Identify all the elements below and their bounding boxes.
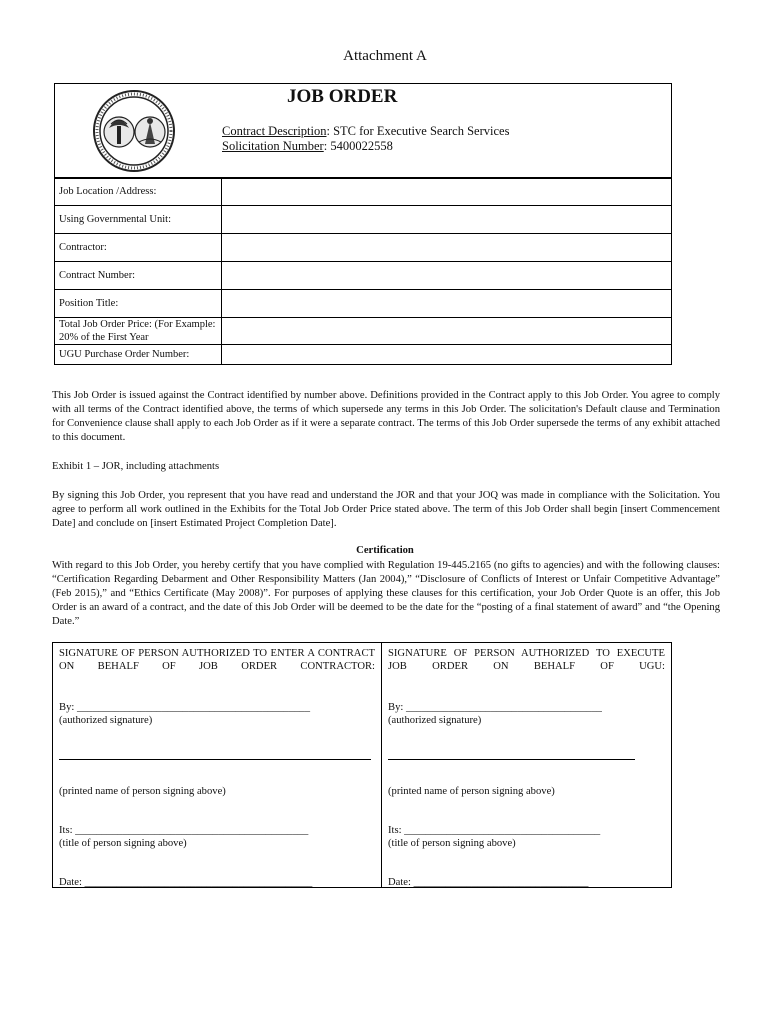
signing-paragraph: By signing this Job Order, you represent that you have read and understand the JOR and that your JOQ was made in compliance with the Solicitation. You agree to perform all work outlined in the Exhibits for the Total Job Order Price stated above. The term of this Job Order shall begin [insert Commencement Date] and conclude on [insert Estimated Project Completion Date].	[52, 490, 720, 529]
ugu-authorized-caption: (authorized signature)	[388, 715, 482, 726]
position-title-label: Position Title:	[55, 290, 222, 318]
contract-info	[222, 124, 509, 154]
job-location-label: Job Location /Address:	[55, 178, 222, 206]
contractor-title-caption: (title of person signing above)	[59, 838, 187, 849]
contractor-date-line[interactable]: Date: ___________________________________________	[59, 877, 313, 888]
governmental-unit-label: Using Governmental Unit:	[55, 206, 222, 234]
ugu-printed-name-caption: (printed name of person signing above)	[388, 786, 555, 797]
contractor-printed-name-caption: (printed name of person signing above)	[59, 786, 226, 797]
contract-number-field[interactable]	[222, 262, 672, 290]
exhibit-line: Exhibit 1 – JOR, including attachments	[52, 461, 220, 472]
ugu-its-line[interactable]: Its: _____________________________________	[388, 825, 601, 836]
contractor-signature-cell	[53, 643, 382, 888]
ugu-printed-name-line[interactable]	[388, 759, 635, 760]
page-title: JOB ORDER	[287, 86, 398, 107]
contractor-label: Contractor:	[55, 234, 222, 262]
issuance-paragraph: This Job Order is issued against the Contract identified by number above. Definitions provided in the Contract apply to this Job Order. You agree to comply with all terms of the Contract identified above, the terms of which supersede any terms in this Job Order. The solicitation's Default clause and Termination for Convenience clause shall apply to each Job Order as if it were a separate contract. The terms of this Job Order supersede the terms of any exhibit attached to this document.	[52, 390, 720, 443]
ugu-signature-cell	[382, 643, 672, 888]
contract-description-value: : STC for Executive Search Services	[326, 124, 510, 138]
ugu-by-line[interactable]: By: _____________________________________	[388, 702, 602, 713]
ugu-po-field[interactable]	[222, 345, 672, 365]
contractor-its-line[interactable]: Its: ____________________________________________	[59, 825, 309, 836]
ugu-po-label: UGU Purchase Order Number:	[55, 345, 222, 365]
solicitation-value: : 5400022558	[323, 139, 393, 153]
governmental-unit-field[interactable]	[222, 206, 672, 234]
contractor-printed-name-line[interactable]	[59, 759, 371, 760]
contract-description-label: Contract Description	[222, 124, 327, 138]
ugu-signature-heading: SIGNATURE OF PERSON AUTHORIZED TO EXECUTE JOB ORDER ON BEHALF OF UGU:	[388, 648, 665, 672]
job-location-field[interactable]	[222, 178, 672, 206]
total-price-label: Total Job Order Price: (For Example: 20% of the First Year	[55, 318, 222, 345]
contract-number-label: Contract Number:	[55, 262, 222, 290]
job-info-table	[54, 177, 672, 365]
solicitation-label: Solicitation Number	[222, 139, 324, 153]
contractor-by-line[interactable]: By: ____________________________________________	[59, 702, 311, 713]
state-seal-icon	[93, 90, 175, 172]
contractor-signature-heading: SIGNATURE OF PERSON AUTHORIZED TO ENTER A CONTRACT ON BEHALF OF JOB ORDER CONTRACTOR:	[59, 648, 375, 672]
certification-paragraph: With regard to this Job Order, you hereby certify that you have complied with Regulation 19-445.2165 (no gifts to agencies) and with the following clauses: “Certification Regarding Debarment and Other Responsibility Matters (Jan 2004),” “Disclosure of Conflicts of Interest or Unfair Competitive Advantage” (Feb 2015),” and “Ethics Certificate (May 2008)”. For purposes of applying these clauses for this certification, your Job Order Quote is an offer, this Job Order is an award of a contract, and the date of this Job Order will be deemed to be the date for the “posting of a final statement of award” and “the Opening Date.”	[52, 560, 720, 627]
attachment-label: Attachment A	[343, 48, 427, 64]
ugu-date-line[interactable]: Date: _________________________________	[388, 877, 589, 888]
certification-heading: Certification	[356, 545, 414, 556]
total-price-field[interactable]	[222, 318, 672, 345]
contractor-authorized-caption: (authorized signature)	[59, 715, 153, 726]
contractor-field[interactable]	[222, 234, 672, 262]
position-title-field[interactable]	[222, 290, 672, 318]
signature-table	[52, 642, 672, 888]
job-order-header	[54, 83, 672, 179]
ugu-title-caption: (title of person signing above)	[388, 838, 516, 849]
